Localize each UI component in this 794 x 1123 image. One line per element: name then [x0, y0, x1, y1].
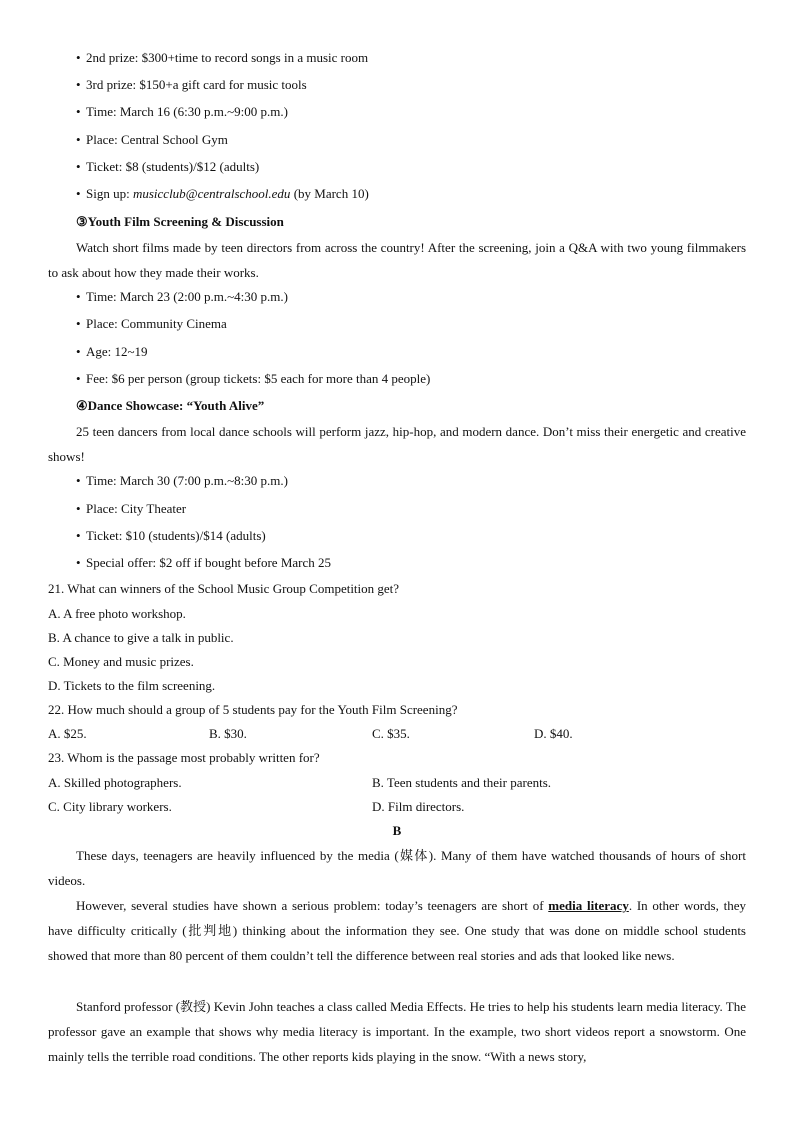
event-description [48, 235, 746, 285]
list-item: • Fee: $6 per person (group tickets: $5 each for more than 4 people) [76, 371, 430, 387]
list-item: • Ticket: $8 (students)/$12 (adults) [76, 159, 259, 175]
event-heading: ④Dance Showcase: “Youth Alive” [76, 398, 265, 413]
answer-option: D. Tickets to the film screening. [48, 678, 216, 693]
answer-option: A. Skilled photographers. [48, 775, 182, 790]
passage-text: However, several studies have shown a serious problem: today’s teenagers are short of [76, 898, 549, 913]
list-item: • Place: Central School Gym [76, 132, 228, 148]
answer-option: C. $35. [372, 726, 410, 741]
answer-option: A. $25. [48, 726, 87, 741]
event-description [48, 419, 746, 469]
list-item: • Ticket: $10 (students)/$14 (adults) [76, 528, 266, 544]
list-item: • Place: City Theater [76, 501, 186, 517]
list-item: • Time: March 30 (7:00 p.m.~8:30 p.m.) [76, 473, 288, 489]
signup-note: (by March 10) [290, 186, 369, 201]
passage-text: . In other words, they have difficulty critically (批判地) thinking about the information they see. One study that was done on middle school students showed that more than 80 percent of them couldn’t tell the difference between real stories and ads that looked like news. [48, 898, 746, 963]
list-item: • Time: March 16 (6:30 p.m.~9:00 p.m.) [76, 104, 288, 120]
list-item: • Time: March 23 (2:00 p.m.~4:30 p.m.) [76, 289, 288, 305]
event-description-text: 25 teen dancers from local dance schools will perform jazz, hip-hop, and modern dance. Don’t miss their energetic and creative shows! [48, 424, 746, 464]
underlined-term: media literacy [548, 898, 629, 913]
list-item: • Place: Community Cinema [76, 316, 227, 332]
passage-text: These days, teenagers are heavily influenced by the media (媒体). Many of them have watched thousands of hours of short videos. [48, 848, 747, 888]
answer-option: C. City library workers. [48, 799, 172, 814]
event-heading: ③Youth Film Screening & Discussion [76, 214, 284, 229]
passage-paragraph [48, 994, 746, 1069]
event-description-text: Watch short films made by teen directors from across the country! After the screening, join a Q&A with two young filmmakers to ask about how they made their works. [48, 240, 746, 280]
signup-email: musicclub@centralschool.edu [132, 186, 291, 201]
list-item: • 2nd prize: $300+time to record songs in a music room [76, 50, 368, 66]
question-stem: 21. What can winners of the School Music Group Competition get? [48, 581, 400, 596]
signup-item [76, 186, 369, 202]
answer-option: B. $30. [209, 726, 247, 741]
list-item: • Age: 12~19 [76, 344, 148, 360]
answer-option: D. Film directors. [372, 799, 465, 814]
answer-option: A. A free photo workshop. [48, 606, 186, 621]
question-stem: 22. How much should a group of 5 students pay for the Youth Film Screening? [48, 702, 458, 717]
answer-option: B. A chance to give a talk in public. [48, 630, 234, 645]
passage-paragraph [48, 843, 746, 893]
list-item: • Special offer: $2 off if bought before March 25 [76, 555, 331, 571]
list-item: • 3rd prize: $150+a gift card for music tools [76, 77, 307, 93]
answer-option: C. Money and music prizes. [48, 654, 194, 669]
passage-paragraph [48, 893, 746, 968]
passage-text: Stanford professor (教授) Kevin John teaches a class called Media Effects. He tries to help his students learn media literacy. The professor gave an example that shows why media literacy is important. In the example, two short videos report a snowstorm. One mainly tells the terrible road conditions. The other reports kids playing in the snow. “With a news story, [48, 999, 746, 1064]
answer-option: B. Teen students and their parents. [372, 775, 552, 790]
question-stem: 23. Whom is the passage most probably written for? [48, 750, 320, 765]
section-label: B [392, 823, 402, 838]
answer-option: D. $40. [534, 726, 573, 741]
signup-label: Sign up: [86, 186, 133, 201]
